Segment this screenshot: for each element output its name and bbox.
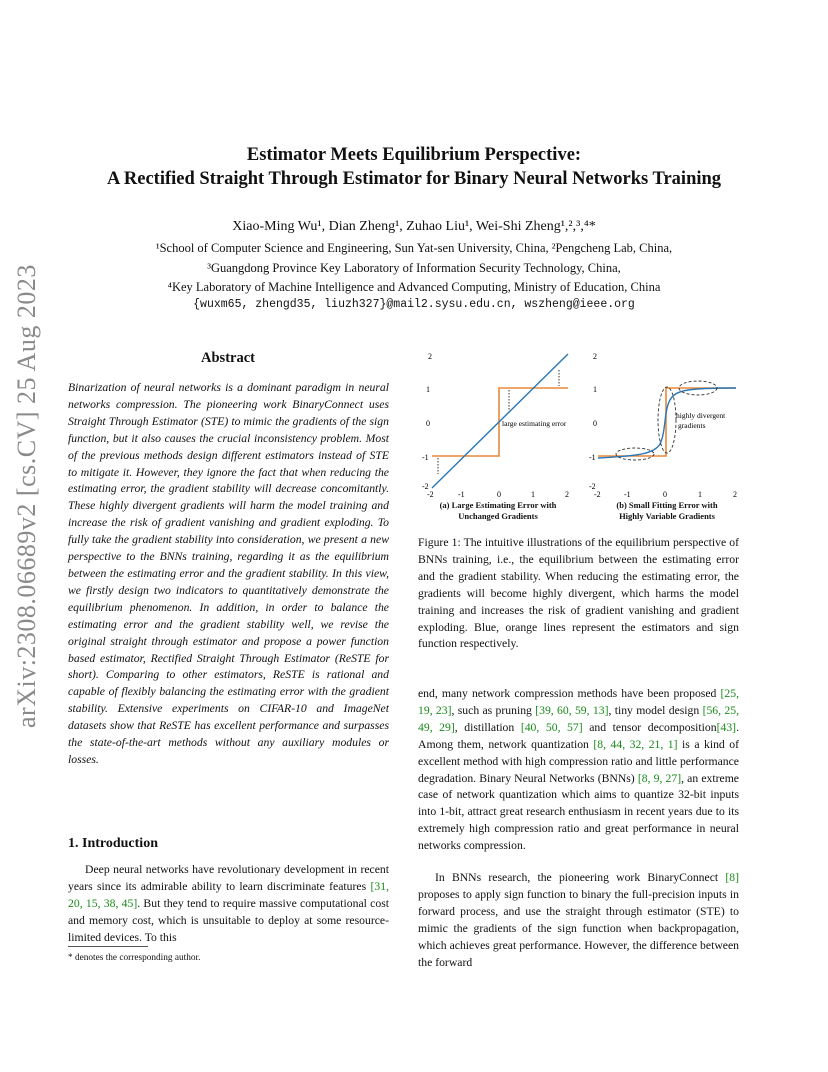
subcaption-a-line-2: Unchanged Gradients: [458, 511, 538, 521]
ytick-a-1: 1: [426, 385, 430, 394]
rp1-text-4: , distillation: [454, 720, 521, 734]
affiliation-line-1: ¹School of Computer Science and Engineering, Sun Yat-sen University, China, ²Pengcheng Lab, China,: [155, 241, 673, 255]
intro-citations[interactable]: [31, 20, 15, 38, 45]: [68, 879, 389, 910]
ytick-a-neg1: -1: [422, 453, 429, 462]
rp1-text-6: . Among them, network quantization: [418, 720, 739, 751]
ytick-b-2: 2: [593, 352, 597, 361]
ytick-b-neg2: -2: [589, 482, 596, 491]
annotation-divergent-2: gradients: [678, 421, 706, 430]
ytick-b-neg1: -1: [589, 453, 596, 462]
rp1-text-8: , an extreme case of network quantization which aims to quantize 32-bit inputs into 1-bit, attract great research enthusiasm in recent years due to its extremely high compression ratio and great performance in neural networks compression.: [418, 771, 739, 853]
annotation-large-error: large estimating error: [502, 419, 567, 428]
rp2-text-1: In BNNs research, the pioneering work BinaryConnect: [435, 871, 726, 884]
rp1-cite-7[interactable]: [8, 9, 27]: [637, 771, 682, 785]
rp1-text-5: and tensor decomposition: [582, 720, 717, 734]
arxiv-sidebar-id: arXiv:2308.06689v2 [cs.CV] 25 Aug 2023: [12, 264, 41, 728]
xtick-a-2: 2: [565, 490, 569, 499]
right-column-paragraph-1: [418, 686, 739, 855]
subplot-b: [589, 352, 737, 499]
figure-1: [418, 350, 748, 505]
xtick-b-neg2: -2: [594, 490, 601, 499]
rp1-cite-6[interactable]: [8, 44, 32, 21, 1]: [593, 737, 678, 751]
rp1-text-7: is a kind of excellent method with high compression ratio and little performance degradation. Binary Neural Networks (BNNs): [418, 737, 739, 785]
affiliation-line-2: ³Guangdong Province Key Laboratory of Information Security Technology, China,: [207, 261, 621, 275]
rp1-text-3: , tiny model design: [608, 703, 703, 717]
subcaption-b-line-2: Highly Variable Gradients: [619, 511, 715, 521]
xtick-b-1: 1: [698, 490, 702, 499]
intro-text-a: Deep neural networks have revolutionary development in recent years since its admirable ability to learn discriminate features: [68, 863, 389, 893]
rp1-cite-4[interactable]: [40, 50, 57]: [520, 720, 583, 734]
annotation-divergent-1: highly divergent: [676, 411, 726, 420]
author-list: Xiao-Ming Wu¹, Dian Zheng¹, Zuhao Liu¹, Wei-Shi Zheng¹,²,³,⁴*: [232, 219, 596, 234]
right-column-paragraph-2: [418, 870, 739, 971]
xtick-a-neg2: -2: [427, 490, 434, 499]
xtick-a-0: 0: [497, 490, 501, 499]
subcaption-b: [586, 500, 748, 522]
author-emails: {wuxm65, zhengd35, liuzh327}@mail2.sysu.edu.cn, wszheng@ieee.org: [193, 298, 635, 311]
title-line-1: Estimator Meets Equilibrium Perspective:: [246, 145, 582, 165]
xtick-a-neg1: -1: [458, 490, 465, 499]
xtick-b-0: 0: [663, 490, 667, 499]
ytick-a-neg2: -2: [422, 482, 429, 491]
affiliation-line-3: ⁴Key Laboratory of Machine Intelligence and Advanced Computing, Ministry of Education, China: [167, 280, 661, 294]
ytick-b-0: 0: [593, 419, 597, 428]
power-estimator-curve: [598, 388, 736, 458]
footnote: * denotes the corresponding author.: [68, 953, 201, 963]
abstract-heading: Abstract: [201, 350, 255, 366]
figure-1-caption: Figure 1: The intuitive illustrations of the equilibrium perspective of BNNs training, i.e., the equilibrium between the estimating error and the gradient stability. When reducing the estimating error, the gradients will become highly divergent, which harms the model training and increases the risk of gradient vanishing and gradient exploding. Blue, orange lines represent the estimators and sign function respectively.: [418, 536, 739, 651]
paper-title: [60, 143, 768, 191]
title-line-2: A Rectified Straight Through Estimator for Binary Neural Networks Training: [106, 169, 722, 189]
intro-text-b: . But they tend to require massive computational cost and memory cost, which is unsuitable to deploy at some resource-limited devices. To this: [68, 896, 389, 944]
rp1-text-2: , such as pruning: [451, 703, 536, 717]
xtick-a-1: 1: [531, 490, 535, 499]
rp1-cite-1[interactable]: [25, 19, 23]: [418, 687, 739, 717]
subplot-a: [422, 352, 569, 499]
introduction-paragraph: [68, 862, 389, 947]
rp1-cite-5[interactable]: [43]: [716, 720, 737, 734]
xtick-b-2: 2: [733, 490, 737, 499]
ytick-a-0: 0: [426, 419, 430, 428]
footnote-rule: [68, 946, 148, 947]
subcaption-b-line-1: (b) Small Fitting Error with: [616, 500, 718, 510]
sign-function-b: [598, 388, 736, 456]
introduction-heading: 1. Introduction: [68, 836, 158, 851]
ytick-a-2: 2: [428, 352, 432, 361]
subcaption-a: [418, 500, 578, 522]
rp1-text-1: end, many network compression methods have been proposed: [418, 687, 721, 700]
abstract-body: Binarization of neural networks is a dominant paradigm in neural networks compression. The pioneering work BinaryConnect uses Straight Through Estimator (STE) to mimic the gradients of the sign function, but it also causes the crucial inconsistency problem. Most of the previous methods design different estimators instead of STE to mitigate it. However, they ignore the fact that when reducing the estimating error, the gradient stability will decrease concomitantly. These highly divergent gradients will harm the model training and increase the risk of gradient vanishing and gradient exploding. To fully take the gradient stability into consideration, we present a new perspective to the BNNs training, regarding it as the equilibrium between the estimating error and the gradient stability. In this view, we firstly design two indicators to quantitatively demonstrate the equilibrium phenomenon. In addition, in order to balance the estimating error and the gradient stability well, we revise the original straight through estimator and propose a power function based estimator, Rectified Straight Through Estimator (ReSTE for short). Comparing to other estimators, ReSTE is rational and capable of flexibly balancing the estimating error with the gradient stability. Extensive experiments on CIFAR-10 and ImageNet datasets show that ReSTE has excellent performance and surpasses the state-of-the-art methods without any auxiliary modules or losses.: [68, 381, 389, 766]
rp1-cite-2[interactable]: [39, 60, 59, 13]: [535, 703, 609, 717]
rp1-cite-3[interactable]: [56, 25, 49, 29]: [418, 703, 739, 734]
rp2-cite-1[interactable]: [8]: [725, 871, 739, 884]
ytick-b-1: 1: [593, 385, 597, 394]
subcaption-a-line-1: (a) Large Estimating Error with: [439, 500, 557, 510]
xtick-b-neg1: -1: [624, 490, 631, 499]
rp2-text-2: proposes to apply sign function to binary the full-precision inputs in forward process, and use the straight through estimator (STE) to mimic the gradients of the sign function when backpropagation, which achieves great performance. However, the difference between the forward: [418, 887, 739, 969]
divergence-ellipse-low: [616, 448, 654, 460]
